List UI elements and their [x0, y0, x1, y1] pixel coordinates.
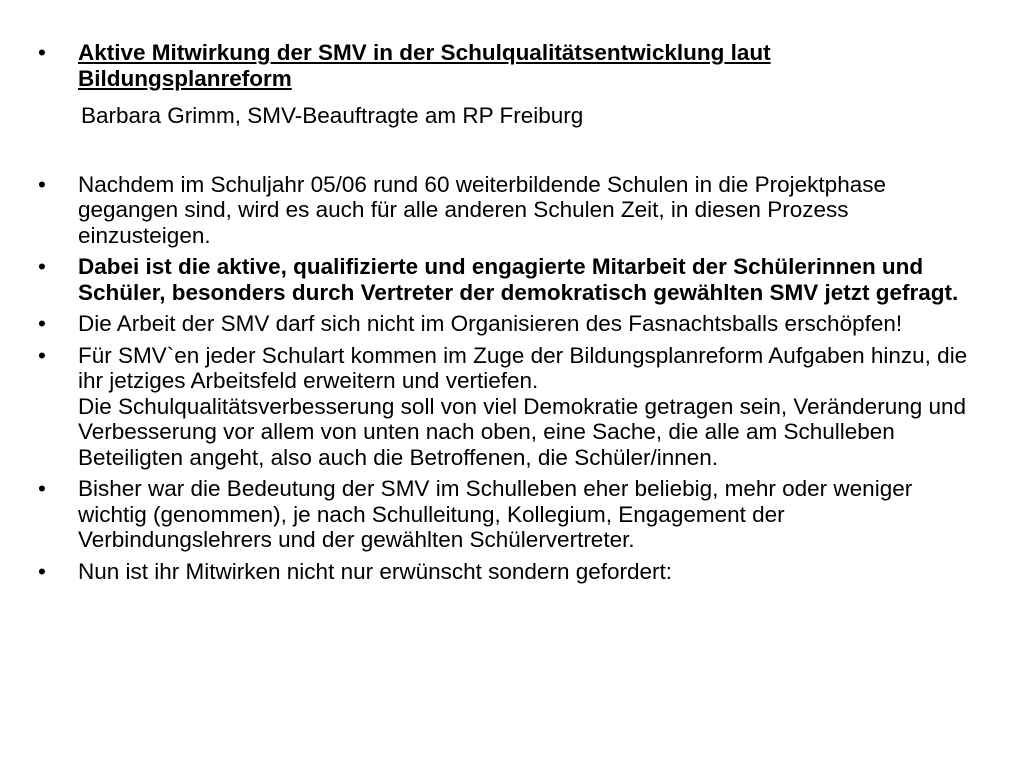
- bullet-text: Die Arbeit der SMV darf sich nicht im Organisieren des Fasnachtsballs erschöpfen!: [78, 311, 903, 336]
- bullet-marker: •: [38, 40, 46, 65]
- bullet-text-bold: Dabei ist die aktive, qualifizierte und engagierte Mitarbeit der Schülerinnen und Schüler, besonders durch Vertreter der demokratisch gewählten SMV jetzt gefragt.: [78, 254, 959, 305]
- bullet-item: [38, 559, 973, 585]
- bullet-text: Für SMV`en jeder Schulart kommen im Zuge der Bildungsplanreform Aufgaben hinzu, die ihr jetziges Arbeitsfeld erweitern und vertiefen.: [78, 342, 968, 393]
- bullet-marker: •: [38, 558, 46, 584]
- bullet-marker: •: [38, 254, 46, 279]
- bullet-item: [38, 172, 973, 249]
- bullet-item: [38, 476, 973, 553]
- bullet-marker: •: [38, 342, 46, 368]
- bullet-item: [38, 254, 973, 305]
- bullet-text: Nachdem im Schuljahr 05/06 rund 60 weiterbildende Schulen in die Projektphase gegangen sind, wird es auch für alle anderen Schulen Zeit, in diesen Prozess einzusteigen.: [78, 171, 886, 248]
- bullet-item: [38, 311, 973, 337]
- bullet-item: [38, 343, 973, 471]
- slide-title: Aktive Mitwirkung der SMV in der Schulqualitätsentwicklung laut Bildungsplanreform: [78, 40, 771, 91]
- title-bullet: [38, 40, 973, 129]
- slide-subtitle: Barbara Grimm, SMV-Beauftragte am RP Freiburg: [81, 103, 584, 128]
- bullet-marker: •: [38, 171, 46, 197]
- bullet-text-continued: Die Schulqualitätsverbesserung soll von viel Demokratie getragen sein, Veränderung und Verbesserung vor allem von unten nach oben, eine Sache, die alle am Schulleben Beteiligten angeht, also auch die Betroffenen, die Schüler/innen.: [78, 393, 967, 470]
- bullet-text: Nun ist ihr Mitwirken nicht nur erwünscht sondern gefordert:: [78, 558, 673, 584]
- bullet-list: [38, 40, 973, 584]
- bullet-text: Bisher war die Bedeutung der SMV im Schulleben eher beliebig, mehr oder weniger wichtig (genommen), je nach Schulleitung, Kollegium, Engagement der Verbindungslehrers und der gewählten Schülervertreter.: [78, 476, 913, 552]
- bullet-marker: •: [38, 311, 46, 336]
- bullet-marker: •: [38, 476, 46, 501]
